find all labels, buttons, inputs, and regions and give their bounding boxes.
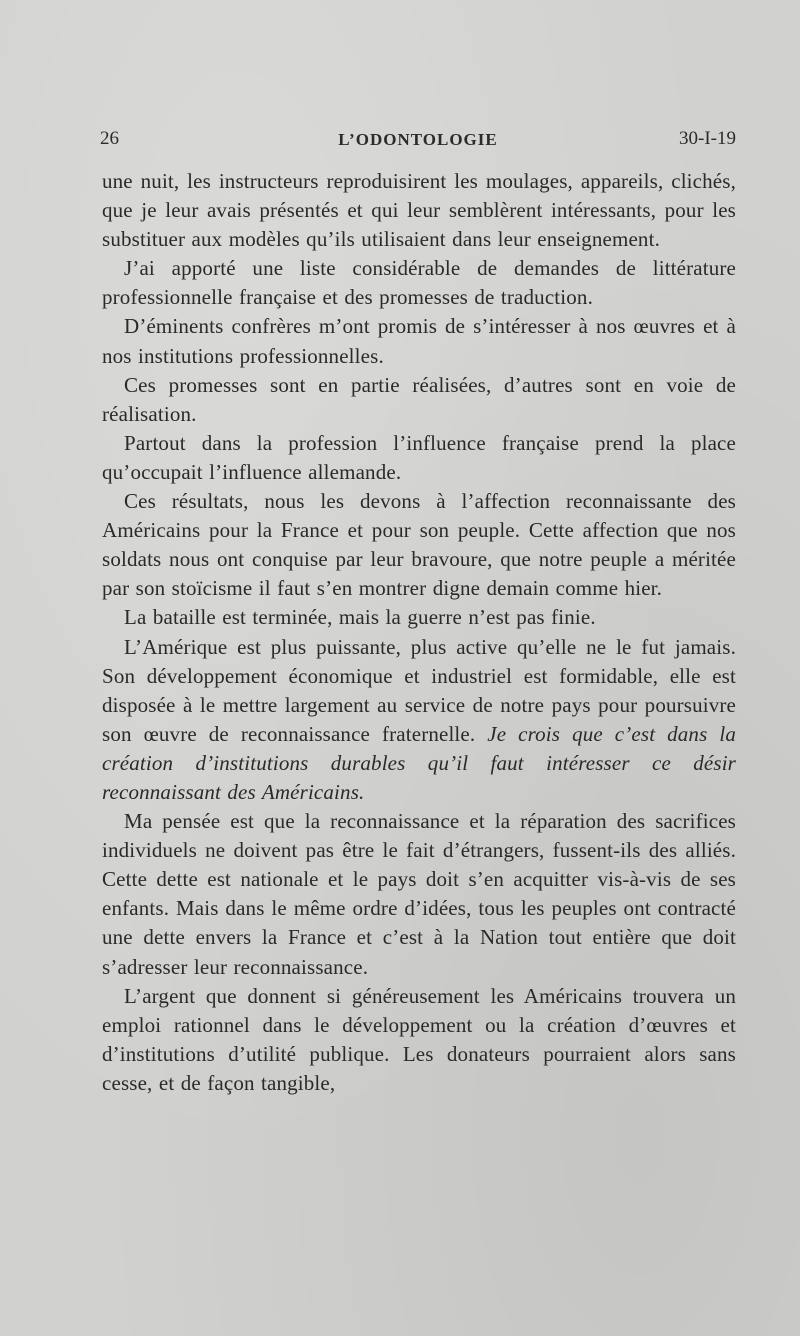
paragraph-2: J’ai apporté une liste considérable de demandes de littérature professionnelle française et des promesses de traduction.	[102, 256, 736, 310]
paragraph-7: La bataille est terminée, mais la guerre n’est pas finie.	[124, 605, 596, 630]
running-title: L’ODONTOLOGIE	[338, 130, 498, 149]
paragraph-1: une nuit, les instructeurs reproduisirent les moulages, appareils, clichés, que je leur avais présentés et qui leur semblèrent intéressants, pour les substituer aux modèles qu’ils utilisaient dans leur enseignement.	[102, 169, 736, 252]
paragraph-3: D’éminents confrères m’ont promis de s’intéresser à nos œuvres et à nos institutions professionnelles.	[102, 314, 736, 368]
paragraph-9: Ma pensée est que la reconnaissance et la réparation des sacrifices individuels ne doivent pas être le fait d’étrangers, fussent-ils des alliés. Cette dette est nationale et le pays doit s’en acquitter vis-à-vis de ses enfants. Mais dans le même ordre d’idées, tous les peuples ont contracté une dette envers la France et c’est à la Nation tout entière que doit s’adresser leur reconnaissance.	[102, 809, 736, 979]
paragraph-5: Partout dans la profession l’influence française prend la place qu’occupait l’influence allemande.	[102, 430, 736, 484]
paragraph-4: Ces promesses sont en partie réalisées, d’autres sont en voie de réalisation.	[102, 372, 736, 426]
paragraph-8-roman: L’Amérique est plus puissante, plus active qu’elle ne le fut jamais. Son développement économique et industriel est formidable, elle est disposée à le mettre largement au service de notre pays pour poursuivre son œuvre de reconnaissance fraternelle.	[102, 634, 736, 746]
paragraph-8	[102, 633, 736, 808]
issue-date: 30-I-19	[679, 128, 736, 149]
page-number: 26	[100, 128, 119, 149]
body-text	[102, 167, 736, 1098]
paragraph-8-italic: Je crois que c’est dans la création d’institutions durables qu’il faut intéresser ce désir reconnaissant des Américains.	[102, 721, 736, 804]
paragraph-10: L’argent que donnent si généreusement les Américains trouvera un emploi rationnel dans le développement ou la création d’œuvres et d’institutions d’utilité publique. Les donateurs pourraient alors sans cesse, et de façon tangible,	[102, 983, 736, 1095]
paragraph-6: Ces résultats, nous les devons à l’affection reconnaissante des Américains pour la France et pour son peuple. Cette affection que nos soldats nous ont conquise par leur bravoure, que notre peuple a méritée par son stoïcisme il faut s’en montrer digne demain comme hier.	[102, 489, 736, 601]
running-header	[100, 128, 736, 156]
